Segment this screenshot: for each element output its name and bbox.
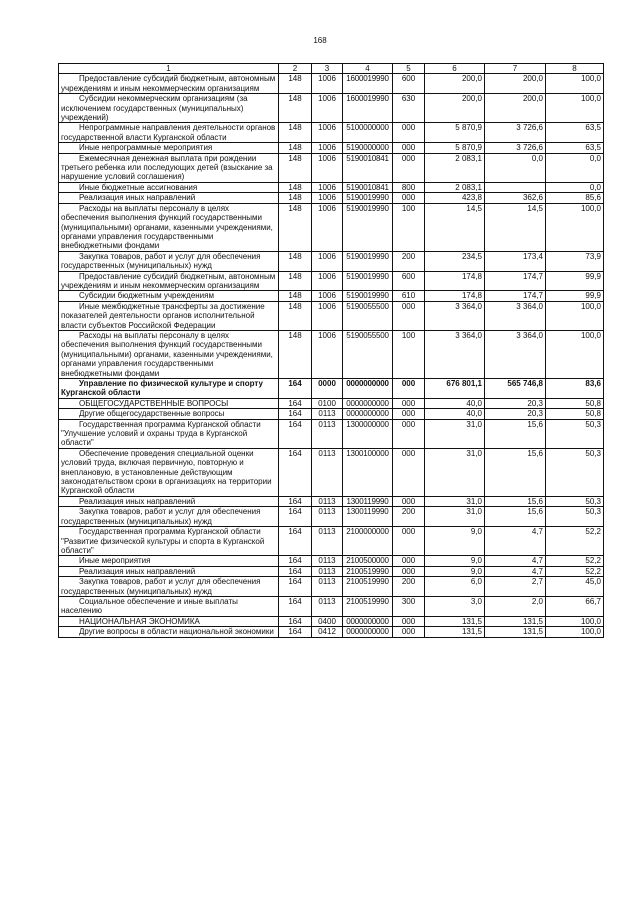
row-plan-amount-cell: 676 801,1 [425, 379, 485, 399]
table-row [59, 419, 604, 448]
row-section-code-cell: 0000 [312, 379, 343, 399]
row-actual-amount-cell: 173,4 [485, 251, 546, 271]
row-plan-amount-cell: 9,0 [425, 566, 485, 576]
row-name-cell: Субсидии некоммерческим организациям (за исключением государственных (муниципальных) учреждений) [59, 94, 279, 123]
row-ministry-code-cell: 148 [279, 153, 312, 182]
row-name-cell: Расходы на выплаты персоналу в целях обеспечения выполнения функций государственными (муниципальными) органами, казенными учреждениями, органами управления государственными внебюджетными фондами [59, 330, 279, 378]
row-name-cell: Другие вопросы в области национальной экономики [59, 627, 279, 637]
row-expense-type-cell: 000 [393, 143, 425, 153]
row-plan-amount-cell: 5 870,9 [425, 123, 485, 143]
column-header: 1 [59, 64, 279, 74]
row-ministry-code-cell: 148 [279, 251, 312, 271]
row-actual-amount-cell: 4,7 [485, 566, 546, 576]
row-percent-cell: 45,0 [546, 577, 604, 597]
row-actual-amount-cell: 362,6 [485, 193, 546, 203]
row-expense-type-cell: 600 [393, 271, 425, 291]
row-ministry-code-cell: 164 [279, 577, 312, 597]
table-row [59, 379, 604, 399]
row-target-article-cell: 5190010841 [343, 153, 393, 182]
row-target-article-cell: 5190000000 [343, 143, 393, 153]
row-actual-amount-cell: 174,7 [485, 291, 546, 301]
row-percent-cell: 50,3 [546, 496, 604, 506]
table-row [59, 143, 604, 153]
row-actual-amount-cell: 2,0 [485, 596, 546, 616]
row-section-code-cell: 1006 [312, 74, 343, 94]
row-name-cell: Реализация иных направлений [59, 193, 279, 203]
row-section-code-cell: 0113 [312, 448, 343, 496]
row-section-code-cell: 0113 [312, 596, 343, 616]
row-plan-amount-cell: 31,0 [425, 507, 485, 527]
row-target-article-cell: 2100519990 [343, 566, 393, 576]
row-section-code-cell: 0113 [312, 419, 343, 448]
row-percent-cell: 99,9 [546, 271, 604, 291]
row-section-code-cell: 1006 [312, 271, 343, 291]
row-name-cell: Реализация иных направлений [59, 496, 279, 506]
table-row [59, 507, 604, 527]
budget-table [58, 63, 604, 638]
row-percent-cell: 100,0 [546, 616, 604, 626]
table-row [59, 596, 604, 616]
row-plan-amount-cell: 234,5 [425, 251, 485, 271]
table-row [59, 123, 604, 143]
table-row [59, 496, 604, 506]
row-name-cell: Непрограммные направления деятельности органов государственной власти Курганской области [59, 123, 279, 143]
row-name-cell: Закупка товаров, работ и услуг для обеспечения государственных (муниципальных) нужд [59, 507, 279, 527]
row-expense-type-cell: 000 [393, 616, 425, 626]
row-section-code-cell: 0113 [312, 556, 343, 566]
row-ministry-code-cell: 164 [279, 566, 312, 576]
table-header-row [59, 64, 604, 74]
table-row [59, 291, 604, 301]
row-section-code-cell: 1006 [312, 153, 343, 182]
row-section-code-cell: 0113 [312, 577, 343, 597]
row-ministry-code-cell: 164 [279, 496, 312, 506]
row-ministry-code-cell: 148 [279, 94, 312, 123]
row-expense-type-cell: 200 [393, 577, 425, 597]
column-header: 8 [546, 64, 604, 74]
row-percent-cell: 50,3 [546, 448, 604, 496]
row-ministry-code-cell: 164 [279, 627, 312, 637]
row-name-cell: Закупка товаров, работ и услуг для обеспечения государственных (муниципальных) нужд [59, 251, 279, 271]
row-section-code-cell: 0100 [312, 398, 343, 408]
row-target-article-cell: 0000000000 [343, 409, 393, 419]
row-percent-cell: 52,2 [546, 527, 604, 556]
row-ministry-code-cell: 148 [279, 143, 312, 153]
row-target-article-cell: 5190019990 [343, 271, 393, 291]
row-ministry-code-cell: 148 [279, 74, 312, 94]
row-plan-amount-cell: 131,5 [425, 627, 485, 637]
row-name-cell: Государственная программа Курганской области "Развитие физической культуры и спорта в Курганской области" [59, 527, 279, 556]
row-expense-type-cell: 100 [393, 330, 425, 378]
row-expense-type-cell: 000 [393, 153, 425, 182]
table-row [59, 409, 604, 419]
row-section-code-cell: 1006 [312, 291, 343, 301]
row-target-article-cell: 1300100000 [343, 448, 393, 496]
row-name-cell: Иные непрограммные мероприятия [59, 143, 279, 153]
row-plan-amount-cell: 9,0 [425, 556, 485, 566]
row-percent-cell: 63,5 [546, 123, 604, 143]
row-actual-amount-cell: 15,6 [485, 419, 546, 448]
row-name-cell: Иные бюджетные ассигнования [59, 182, 279, 192]
row-target-article-cell: 5190019990 [343, 203, 393, 251]
column-header: 3 [312, 64, 343, 74]
row-target-article-cell: 0000000000 [343, 398, 393, 408]
row-name-cell: Иные мероприятия [59, 556, 279, 566]
row-expense-type-cell: 000 [393, 419, 425, 448]
row-expense-type-cell: 100 [393, 203, 425, 251]
row-section-code-cell: 1006 [312, 94, 343, 123]
row-section-code-cell: 1006 [312, 123, 343, 143]
row-plan-amount-cell: 9,0 [425, 527, 485, 556]
row-target-article-cell: 5190055500 [343, 301, 393, 330]
row-actual-amount-cell: 20,3 [485, 398, 546, 408]
row-actual-amount-cell: 565 746,8 [485, 379, 546, 399]
table-row [59, 74, 604, 94]
row-actual-amount-cell: 2,7 [485, 577, 546, 597]
row-percent-cell: 50,3 [546, 419, 604, 448]
row-actual-amount-cell: 4,7 [485, 527, 546, 556]
row-ministry-code-cell: 164 [279, 596, 312, 616]
row-target-article-cell: 5190019990 [343, 291, 393, 301]
row-name-cell: Иные межбюджетные трансферты за достижение показателей деятельности органов исполнительной власти субъектов Российской Федерации [59, 301, 279, 330]
row-name-cell: НАЦИОНАЛЬНАЯ ЭКОНОМИКА [59, 616, 279, 626]
row-percent-cell: 0,0 [546, 153, 604, 182]
row-expense-type-cell: 610 [393, 291, 425, 301]
row-section-code-cell: 1006 [312, 301, 343, 330]
table-row [59, 527, 604, 556]
row-target-article-cell: 2100500000 [343, 556, 393, 566]
row-plan-amount-cell: 2 083,1 [425, 182, 485, 192]
row-expense-type-cell: 300 [393, 596, 425, 616]
row-actual-amount-cell: 174,7 [485, 271, 546, 291]
row-plan-amount-cell: 31,0 [425, 419, 485, 448]
row-name-cell: ОБЩЕГОСУДАРСТВЕННЫЕ ВОПРОСЫ [59, 398, 279, 408]
row-target-article-cell: 0000000000 [343, 379, 393, 399]
row-actual-amount-cell: 4,7 [485, 556, 546, 566]
row-target-article-cell: 5190055500 [343, 330, 393, 378]
row-actual-amount-cell: 0,0 [485, 153, 546, 182]
row-expense-type-cell: 800 [393, 182, 425, 192]
row-ministry-code-cell: 148 [279, 330, 312, 378]
row-section-code-cell: 0113 [312, 409, 343, 419]
row-target-article-cell: 0000000000 [343, 627, 393, 637]
row-name-cell: Расходы на выплаты персоналу в целях обеспечения выполнения функций государственными (муниципальными) органами, казенными учреждениями, органами управления государственными внебюджетными фондами [59, 203, 279, 251]
table-row [59, 556, 604, 566]
row-target-article-cell: 5190019990 [343, 251, 393, 271]
row-name-cell: Другие общегосударственные вопросы [59, 409, 279, 419]
row-percent-cell: 100,0 [546, 301, 604, 330]
row-percent-cell: 100,0 [546, 74, 604, 94]
row-name-cell: Предоставление субсидий бюджетным, автономным учреждениям и иным некоммерческим организациям [59, 271, 279, 291]
row-target-article-cell: 1300119990 [343, 496, 393, 506]
row-actual-amount-cell: 200,0 [485, 94, 546, 123]
row-expense-type-cell: 000 [393, 448, 425, 496]
row-ministry-code-cell: 148 [279, 193, 312, 203]
row-actual-amount-cell [485, 182, 546, 192]
row-actual-amount-cell: 14,5 [485, 203, 546, 251]
row-name-cell: Субсидии бюджетным учреждениям [59, 291, 279, 301]
table-row [59, 301, 604, 330]
row-expense-type-cell: 200 [393, 507, 425, 527]
row-plan-amount-cell: 174,8 [425, 271, 485, 291]
row-plan-amount-cell: 3 364,0 [425, 301, 485, 330]
row-percent-cell: 100,0 [546, 94, 604, 123]
row-plan-amount-cell: 40,0 [425, 409, 485, 419]
row-expense-type-cell: 000 [393, 379, 425, 399]
row-section-code-cell: 1006 [312, 143, 343, 153]
row-actual-amount-cell: 15,6 [485, 496, 546, 506]
table-row [59, 566, 604, 576]
row-target-article-cell: 2100519990 [343, 577, 393, 597]
row-name-cell: Реализация иных направлений [59, 566, 279, 576]
row-actual-amount-cell: 3 364,0 [485, 330, 546, 378]
table-row [59, 203, 604, 251]
row-section-code-cell: 1006 [312, 330, 343, 378]
row-ministry-code-cell: 164 [279, 379, 312, 399]
table-row [59, 398, 604, 408]
row-plan-amount-cell: 31,0 [425, 496, 485, 506]
row-plan-amount-cell: 423,8 [425, 193, 485, 203]
row-plan-amount-cell: 3 364,0 [425, 330, 485, 378]
row-target-article-cell: 1300000000 [343, 419, 393, 448]
row-expense-type-cell: 000 [393, 627, 425, 637]
row-actual-amount-cell: 15,6 [485, 507, 546, 527]
row-plan-amount-cell: 2 083,1 [425, 153, 485, 182]
row-expense-type-cell: 200 [393, 251, 425, 271]
row-actual-amount-cell: 15,6 [485, 448, 546, 496]
row-plan-amount-cell: 200,0 [425, 74, 485, 94]
row-name-cell: Закупка товаров, работ и услуг для обеспечения государственных (муниципальных) нужд [59, 577, 279, 597]
row-plan-amount-cell: 31,0 [425, 448, 485, 496]
row-name-cell: Управление по физической культуре и спорту Курганской области [59, 379, 279, 399]
row-section-code-cell: 1006 [312, 251, 343, 271]
column-header: 6 [425, 64, 485, 74]
page-number: 168 [313, 36, 327, 45]
table-row [59, 627, 604, 637]
table-row [59, 193, 604, 203]
row-actual-amount-cell: 131,5 [485, 627, 546, 637]
row-actual-amount-cell: 20,3 [485, 409, 546, 419]
row-section-code-cell: 1006 [312, 182, 343, 192]
row-expense-type-cell: 000 [393, 301, 425, 330]
row-ministry-code-cell: 148 [279, 291, 312, 301]
row-expense-type-cell: 000 [393, 556, 425, 566]
row-percent-cell: 73,9 [546, 251, 604, 271]
row-percent-cell: 100,0 [546, 330, 604, 378]
row-section-code-cell: 1006 [312, 203, 343, 251]
row-expense-type-cell: 630 [393, 94, 425, 123]
row-percent-cell: 50,8 [546, 409, 604, 419]
row-name-cell: Обеспечение проведения специальной оценки условий труда, включая первичную, повторную и внеплановую, в установленные действующим законодательством сроки в организациях на территории Курганской области [59, 448, 279, 496]
table-row [59, 448, 604, 496]
row-target-article-cell: 2100519990 [343, 596, 393, 616]
row-section-code-cell: 1006 [312, 193, 343, 203]
row-target-article-cell: 5190019990 [343, 193, 393, 203]
row-ministry-code-cell: 164 [279, 616, 312, 626]
row-percent-cell: 85,6 [546, 193, 604, 203]
row-ministry-code-cell: 164 [279, 527, 312, 556]
row-expense-type-cell: 000 [393, 496, 425, 506]
column-header: 5 [393, 64, 425, 74]
row-name-cell: Социальное обеспечение и иные выплаты населению [59, 596, 279, 616]
row-percent-cell: 99,9 [546, 291, 604, 301]
row-percent-cell: 52,2 [546, 556, 604, 566]
column-header: 7 [485, 64, 546, 74]
table-row [59, 577, 604, 597]
table-row [59, 94, 604, 123]
row-plan-amount-cell: 5 870,9 [425, 143, 485, 153]
row-percent-cell: 0,0 [546, 182, 604, 192]
row-expense-type-cell: 000 [393, 398, 425, 408]
row-plan-amount-cell: 40,0 [425, 398, 485, 408]
row-expense-type-cell: 000 [393, 123, 425, 143]
row-percent-cell: 100,0 [546, 203, 604, 251]
row-section-code-cell: 0113 [312, 507, 343, 527]
row-percent-cell: 50,3 [546, 507, 604, 527]
table-row [59, 153, 604, 182]
row-expense-type-cell: 000 [393, 193, 425, 203]
row-target-article-cell: 1300119990 [343, 507, 393, 527]
column-header: 2 [279, 64, 312, 74]
row-plan-amount-cell: 174,8 [425, 291, 485, 301]
row-expense-type-cell: 000 [393, 409, 425, 419]
row-percent-cell: 63,5 [546, 143, 604, 153]
row-ministry-code-cell: 148 [279, 301, 312, 330]
row-name-cell: Ежемесячная денежная выплата при рождении третьего ребенка или последующих детей (взыскание за нарушение условий соглашения) [59, 153, 279, 182]
row-target-article-cell: 2100000000 [343, 527, 393, 556]
row-ministry-code-cell: 164 [279, 507, 312, 527]
row-target-article-cell: 0000000000 [343, 616, 393, 626]
row-section-code-cell: 0113 [312, 527, 343, 556]
table-row [59, 616, 604, 626]
row-percent-cell: 83,6 [546, 379, 604, 399]
table-row [59, 182, 604, 192]
row-ministry-code-cell: 164 [279, 556, 312, 566]
row-target-article-cell: 5190010841 [343, 182, 393, 192]
row-plan-amount-cell: 14,5 [425, 203, 485, 251]
row-plan-amount-cell: 6,0 [425, 577, 485, 597]
row-percent-cell: 100,0 [546, 627, 604, 637]
row-section-code-cell: 0113 [312, 496, 343, 506]
row-percent-cell: 50,8 [546, 398, 604, 408]
row-ministry-code-cell: 164 [279, 419, 312, 448]
row-plan-amount-cell: 3,0 [425, 596, 485, 616]
column-header: 4 [343, 64, 393, 74]
row-target-article-cell: 1600019990 [343, 94, 393, 123]
row-plan-amount-cell: 200,0 [425, 94, 485, 123]
row-section-code-cell: 0113 [312, 566, 343, 576]
row-actual-amount-cell: 3 726,6 [485, 123, 546, 143]
row-actual-amount-cell: 131,5 [485, 616, 546, 626]
row-plan-amount-cell: 131,5 [425, 616, 485, 626]
table-row [59, 330, 604, 378]
table-row [59, 271, 604, 291]
table-row [59, 251, 604, 271]
row-section-code-cell: 0412 [312, 627, 343, 637]
row-actual-amount-cell: 200,0 [485, 74, 546, 94]
row-name-cell: Государственная программа Курганской области "Улучшение условий и охраны труда в Курганской области" [59, 419, 279, 448]
row-section-code-cell: 0400 [312, 616, 343, 626]
row-expense-type-cell: 000 [393, 527, 425, 556]
row-expense-type-cell: 000 [393, 566, 425, 576]
row-percent-cell: 66,7 [546, 596, 604, 616]
row-ministry-code-cell: 164 [279, 409, 312, 419]
row-percent-cell: 52,2 [546, 566, 604, 576]
row-actual-amount-cell: 3 364,0 [485, 301, 546, 330]
row-ministry-code-cell: 148 [279, 123, 312, 143]
row-ministry-code-cell: 164 [279, 398, 312, 408]
row-ministry-code-cell: 164 [279, 448, 312, 496]
row-name-cell: Предоставление субсидий бюджетным, автономным учреждениям и иным некоммерческим организациям [59, 74, 279, 94]
row-actual-amount-cell: 3 726,6 [485, 143, 546, 153]
row-ministry-code-cell: 148 [279, 182, 312, 192]
row-ministry-code-cell: 148 [279, 271, 312, 291]
row-ministry-code-cell: 148 [279, 203, 312, 251]
row-target-article-cell: 5100000000 [343, 123, 393, 143]
row-target-article-cell: 1600019990 [343, 74, 393, 94]
row-expense-type-cell: 600 [393, 74, 425, 94]
